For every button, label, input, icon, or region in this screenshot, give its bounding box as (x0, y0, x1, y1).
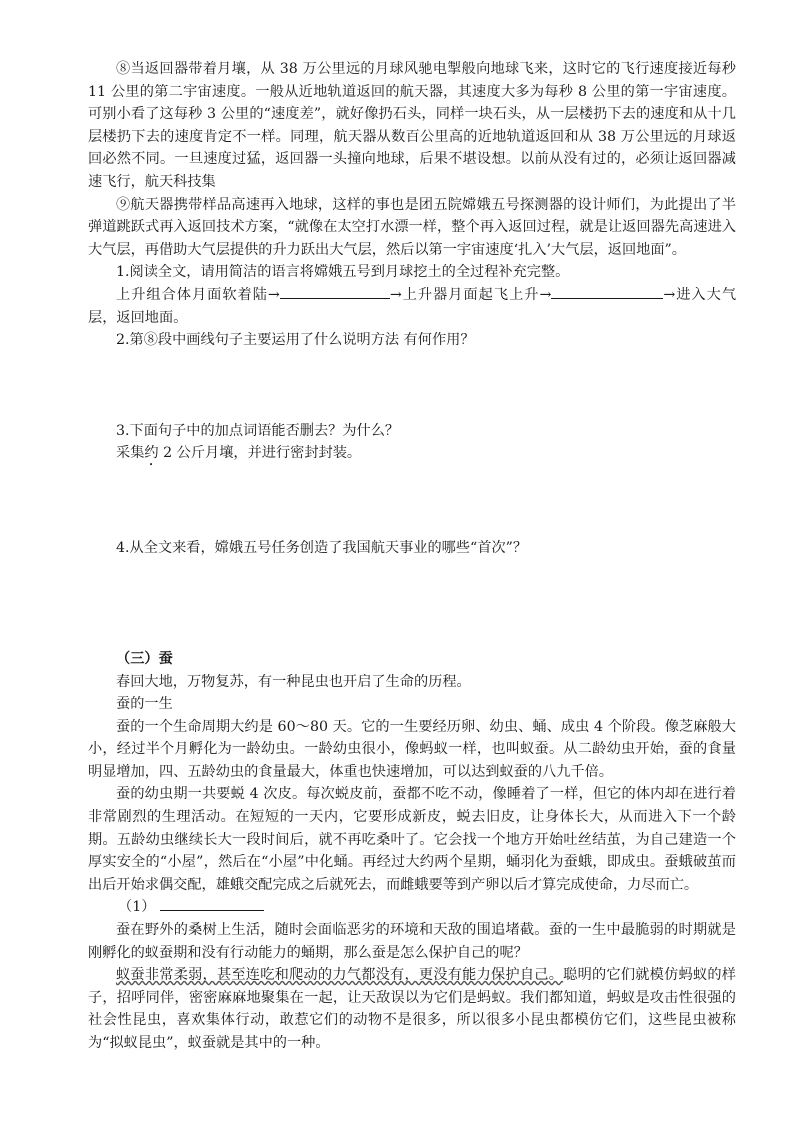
section-3-paragraph-1: 蚕的一个生命周期大约是 60～80 天。它的一生要经历卵、幼虫、蛹、成虫 4 个阶段。像芝麻般大小，经过半个月孵化为一龄幼虫。一龄幼虫很小，像蚂蚁一样，也叫蚁蚕。从二龄幼虫开始，蚕的食量明显增加，四、五龄幼虫的食量最大，体重也快速增加，可以达到蚁蚕的八九千倍。 (88, 718, 736, 780)
answer-blank-2[interactable] (551, 284, 663, 299)
answer-space-4[interactable] (88, 560, 736, 648)
q3-sentence-post: 2 公斤月壤，并进行密封封装。 (158, 445, 362, 462)
q3-sentence-pre: 采集 (116, 445, 145, 462)
subheading-answer-blank[interactable] (160, 896, 264, 911)
q1-part-c: →进入大气层，返回地面。 (88, 286, 737, 326)
answer-space-3[interactable] (88, 469, 736, 537)
section-3-subheading-blank (88, 896, 736, 919)
answer-blank-1[interactable] (280, 284, 390, 299)
blank-label: （1） (118, 899, 156, 916)
q1-part-a: 上升组合体月面软着陆→ (116, 286, 280, 303)
q3-dotted-word: 约 (144, 445, 159, 462)
q1-part-b: →上升器月面起飞上升→ (389, 286, 552, 303)
document-page (88, 58, 736, 1055)
question-3-sentence (88, 442, 736, 469)
section-3-title: （三）蚕 (116, 650, 173, 667)
section-3-paragraph-2: 蚕的幼虫期一共要蜕 4 次皮。每次蜕皮前，蚕都不吃不动，像睡着了一样，但它的体内却在进行着非常剧烈的生理活动。在短短的一天内，它要形成新皮，蜕去旧皮，让身体长大，从而进入下一个龄期。五龄幼虫继续长大一段时间后，就不再吃桑叶了。它会找一个地方开始吐丝结茧，为自己建造一个厚实安全的“小屋”，然后在“小屋”中化蛹。再经过大约两个星期，蛹羽化为蚕蛾，即成虫。蚕蛾破茧而出后开始求偶交配，雄蛾交配完成之后就死去，而雌蛾要等到产卵以后才算完成使命，力尽而亡。 (88, 786, 736, 893)
section-3-paragraph-3: 蚕在野外的桑树上生活，随时会面临恶劣的环境和天敌的围追堵截。蚕的一生中最脆弱的时期就是刚孵化的蚁蚕期和没有行动能力的蛹期，那么蚕是怎么保护自己的呢？ (88, 922, 736, 961)
question-4: 4.从全文来看，嫦娥五号任务创造了我国航天事业的哪些“首次”？ (116, 540, 528, 557)
section-3-intro: 春回大地，万物复苏，有一种昆虫也开启了生命的历程。 (116, 673, 471, 690)
question-1-prompt: 1.阅读全文，请用简洁的语言将嫦娥五号到月球挖土的全过程补充完整。 (116, 264, 570, 281)
paragraph-4-rest: 聪明的它们就模仿蚂蚁的样子，招呼同伴，密密麻麻地聚集在一起，让天敌误以为它们是蚂蚁。我们都知道，蚂蚁是攻击性很强的社会性昆虫，喜欢集体行动，敢惹它们的动物不是很多，所以很多小昆虫都模仿它们，这些昆虫被称为“拟蚁昆虫”，蚁蚕就是其中的一种。 (88, 967, 736, 1051)
question-2: 2.第⑧段中画线句子主要运用了什么说明方法 有何作用？ (116, 332, 475, 349)
paragraph-9: ⑨航天器携带样品高速再入地球，这样的事也是团五院嫦娥五号探测器的设计师们，为此提出了半弹道跳跃式再入返回技术方案，“就像在太空打水漂一样，整个再入返回过程，就是让返回器先高速进入大气层，再借助大气层提供的升力跃出大气层，然后以第一宇宙速度‘扎入’大气层，返回地面”。 (88, 196, 736, 258)
section-3-paragraph-4 (88, 964, 736, 1054)
section-3-subtitle: 蚕的一生 (116, 696, 173, 713)
paragraph-8: ⑧当返回器带着月壤，从 38 万公里远的月球风驰电掣般向地球飞来，这时它的飞行速度接近每秒 11 公里的第二宇宙速度。一般从近地轨道返回的航天器，其速度大多为每秒 8 公里的第一宇宙速度。可别小看了这每秒 3 公里的“速度差”，就好像扔石头，同样一块石头，从一层楼扔下去的速度和从十几层楼扔下去的速度肯定不一样。同理，航天器从数百公里高的近地轨道返回和从 38 万公里远的月球返回必然不同。一旦速度过猛，返回器一头撞向地球，后果不堪设想。以前从没有过的，必须让返回器减速飞行，航天科技集 (88, 61, 736, 190)
wavy-underlined-sentence: 蚁蚕非常柔弱，甚至连吃和爬动的力气都没有，更没有能力保护自己。 (116, 967, 564, 984)
question-3-prompt: 3.下面句子中的加点词语能否删去？为什么？ (116, 422, 400, 439)
answer-space-2[interactable] (88, 352, 736, 420)
question-1-fill (88, 284, 736, 329)
